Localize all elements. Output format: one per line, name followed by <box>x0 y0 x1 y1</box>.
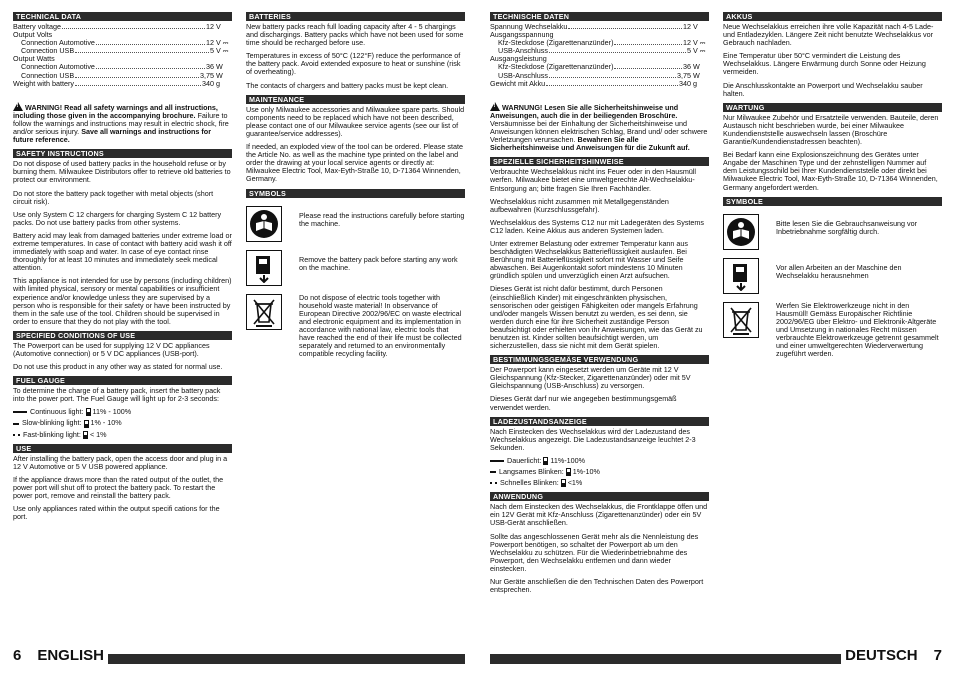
en-general-warning: !WARNING! Read all safety warnings and all instructions, including those given in the accompanying brochure. Failure to follow the warnings and instructions may result in electric shock, fire and/or serious injury. Save all warnings and instructions for future reference. <box>13 102 232 144</box>
page-language: ENGLISH <box>37 647 105 664</box>
en-maintenance-paragraph: If needed, an exploded view of the tool can be ordered. Please state the Article No. as well as the machine type printed on the label and order the drawing at your local service agents or directly at: Milwaukee Electric Tool, Max-Eyth-Straße 10, D-71364 Winnenden, Germany. <box>246 142 463 184</box>
warning-icon <box>13 102 23 111</box>
remove-battery-icon <box>246 250 282 286</box>
dc-symbol: V ⎓ <box>216 38 229 48</box>
de-symbols-heading: SYMBOLE <box>723 197 942 206</box>
continuous-light-icon <box>13 411 27 413</box>
battery-icon <box>83 431 88 439</box>
table-row: Ausgangsspannung <box>490 30 554 40</box>
en-technical-data-heading: TECHNICAL DATA <box>13 12 232 21</box>
read-manual-icon <box>246 206 282 242</box>
page-language: DEUTSCH <box>845 647 918 664</box>
de-maintenance-paragraph: Bei Bedarf kann eine Explosionszeichnung des Gerätes unter Angabe der Maschinen Type und der zehnstelligen Nummer auf dem Leistungsschild bei Ihrer Kundendienststelle oder direkt bei Milwaukee Electric Tool, Max-Eyth-Straße 10, D-71364 Winnenden, Germany angefordert werden. <box>723 150 938 192</box>
de-page-footer <box>490 647 942 665</box>
de-use-paragraph: Sollte das angeschlossenen Gerät mehr als die Nennleistung des Powerport benötigen, so schaltet der Powerport ab um den Wechselakku zu schützen. Für die Wiederinbetriebnahme des Powerport, den Wechselakku entfernen und dann wieder einstecken. <box>490 531 699 573</box>
table-row: Connection USB 5 V ⎓ <box>21 46 229 56</box>
fuel-gauge-row: Langsames Blinken: 1%-10% <box>490 468 709 476</box>
fuel-gauge-row: Fast-blinking light: < 1% <box>13 431 232 439</box>
table-row: USB-Anschluss 5 V ⎓ <box>498 46 706 56</box>
de-use-paragraph: Nur Geräte anschließen die den Technischen Daten des Powerport entsprechen. <box>490 576 704 595</box>
en-batteries-heading: BATTERIES <box>246 12 465 21</box>
page-number: 6 <box>13 647 22 664</box>
en-fuel-gauge-heading: FUEL GAUGE <box>13 376 232 385</box>
de-maintenance-paragraph: Nur Milwaukee Zubehör und Ersatzteile verwenden. Bauteile, deren Austausch nicht beschrieben wurde, bei einer Milwaukee Kundendienststelle auswechseln lassen (Broschüre Garantie/Kundendienstadressen beachten). <box>723 112 939 147</box>
en-symbols-heading: SYMBOLS <box>246 189 465 198</box>
symbol-row: Bitte lesen Sie die Gebrauchsanweisung vor Inbetriebnahme sorgfältig durch. <box>723 214 942 250</box>
de-fuel-gauge-heading: LADEZUSTANDSANZEIGE <box>490 417 709 426</box>
en-batteries-paragraph: The contacts of chargers and battery packs must be kept clean. <box>246 80 449 90</box>
de-technical-data-heading: TECHNISCHE DATEN <box>490 12 709 21</box>
de-maintenance-heading: WARTUNG <box>723 103 942 112</box>
table-row: Spannung Wechselakku 12 V <box>490 22 698 31</box>
fuel-gauge-row: Schnelles Blinken: <1% <box>490 479 709 487</box>
en-fuel-gauge-paragraph: To determine the charge of a battery pack, insert the battery pack into the power port. The Fuel Gauge will light up for 2-3 seconds: <box>13 386 221 404</box>
table-row: Gewicht mit Akku 340 g <box>490 78 697 88</box>
de-batteries-paragraph: Eine Temperatur über 50°C vermindert die Leistung des Wechselakkus. Längere Erwärmung durch Sonne oder Heizung vermeiden. <box>723 51 926 77</box>
en-safety-paragraph: Do not store the battery pack together with metal objects (short circuit risk). <box>13 188 214 206</box>
fuel-gauge-row: Continuous light: 11% - 100% <box>13 408 232 416</box>
de-conditions-paragraph: Dieses Gerät darf nur wie angegeben bestimmungsgemäß verwendet werden. <box>490 394 677 412</box>
en-use-paragraph: Use only appliances rated within the output specifi cations for the port. <box>13 504 220 522</box>
de-use-heading: ANWENDUNG <box>490 492 709 501</box>
en-batteries-paragraph: Temperatures in excess of 50°C (122°F) reduce the performance of the battery pack. Avoid extended exposure to heat or sunshine (risk of overheating). <box>246 51 461 77</box>
page-number: 7 <box>933 647 942 664</box>
crossed-bin-icon <box>723 302 759 338</box>
en-conditions-paragraph: The Powerport can be used for supplying 12 V DC appliances (Automotive connection) or 5 V DC appliances (USB-port). <box>13 340 210 358</box>
symbol-row: Remove the battery pack before starting any work on the machine. <box>246 250 465 286</box>
en-maintenance-heading: MAINTENANCE <box>246 95 465 104</box>
table-row: Output Volts <box>13 30 53 40</box>
table-row: Ausgangsleistung <box>490 54 547 64</box>
battery-icon <box>86 408 91 416</box>
table-row: Connection Automotive 12 V ⎓ <box>13 39 232 47</box>
en-safety-paragraph: This appliance is not intended for use by persons (including children) with limited physical, sensory or mental capabilities or insufficient experience and/or knowledge unless they are supervised by a person who is responsible for their safety or have been instructed by them in the safe use of the tool. Children should be supervised in order to ensure that they do not play with the tool. <box>13 276 232 326</box>
en-column-right <box>246 12 465 366</box>
de-general-warning: !WARNUNG! Lesen Sie alle Sicherheitshinweise und Anweisungen, auch die in der beiliegenden Broschüre. Versäumnisse bei der Einhaltung der Sicherheitshinweise und Anweisungen können elektrischen Schlag, Brand und/ oder schwere Verletzungen verursachen. Bewahren Sie alle Sicherheitshinweise und Anweisungen für die Zukunft auf. <box>490 102 709 153</box>
battery-icon <box>543 457 548 465</box>
symbol-row: Please read the instructions carefully before starting the machine. <box>246 206 465 242</box>
de-batteries-paragraph: Die Anschlusskontakte an Powerport und Wechselakku sauber halten. <box>723 80 923 98</box>
en-conditions-paragraph: Do not use this product in any other way as stated for normal use. <box>13 362 223 372</box>
footer-bar <box>108 654 465 664</box>
en-safety-heading: SAFETY INSTRUCTIONS <box>13 149 232 158</box>
crossed-bin-icon <box>246 294 282 330</box>
de-safety-paragraph: Verbrauchte Wechselakkus nicht ins Feuer oder in den Hausmüll werfen. Milwaukee bietet eine umweltgerechte Alt-Wechselakku-Entsorgung an; bitte fragen Sie Ihren Fachhändler. <box>490 167 697 193</box>
fuel-gauge-row: Slow-blinking light: 1% - 10% <box>13 419 232 427</box>
continuous-light-icon <box>490 460 504 462</box>
footer-bar <box>490 654 841 664</box>
de-safety-heading: SPEZIELLE SICHERHEITSHINWEISE <box>490 157 709 166</box>
de-batteries-paragraph: Neue Wechselakkus erreichen ihre volle Kapazität nach 4-5 Lade-und Entladezyklen. Längere Zeit nicht benutzte Wechselakkus vor Gebrauch nachladen. <box>723 22 934 48</box>
table-row: Battery voltage 12 V <box>13 22 221 31</box>
en-column-left <box>13 12 232 526</box>
en-use-paragraph: After installing the battery pack, open the access door and plug in a 12 V Automotive or 5 V USB powered appliance. <box>13 453 228 471</box>
de-safety-paragraph: Unter extremer Belastung oder extremer Temperatur kann aus beschädigten Wechselakkus Batterieflüssigkeit auslaufen. Bei Berührung mit Batterieflüssigkeit sofort mit Wasser und Seife abwaschen. Bei Augenkontakt sofort mindestens 10 Minuten gründlich spülen und unverzüglich einen Arzt aufsuchen. <box>490 238 689 281</box>
fast-blink-icon <box>13 434 15 436</box>
de-safety-paragraph: Dieses Gerät ist nicht dafür bestimmt, durch Personen (einschließlich Kinder) mit eingeschränkten physischen, sensorischen oder geistigen Fähigkeiten oder mangels Erfahrung und/oder mangels Wissen benutzt zu werden, es sei denn, sie werden durch eine für ihre Sicherheit zuständige Person beaufsichtigt oder erhielten von ihr Anweisungen, wie das Gerät zu benutzen ist. Kinder sollten beaufsichtigt werden, um sicherzustellen, dass sie nicht mit dem Gerät spielen. <box>490 284 703 351</box>
table-row: Weight with battery 340 g <box>13 78 220 88</box>
symbol-row: Do not dispose of electric tools together with household waste material! In observance of European Directive 2002/96/EC on waste electrical and electronic equipment and its implementation in accordance with national law, electric tools that have reached the end of their life must be collected separately and returned to an environmentally compatible recycling facility. <box>246 294 465 359</box>
de-column-right <box>723 12 942 366</box>
de-safety-paragraph: Wechselakkus des Systems C12 nur mit Ladegeräten des Systems C12 laden. Keine Akkus aus anderen Systemen laden. <box>490 217 704 235</box>
de-use-paragraph: Nach dem Einstecken des Wechselakkus, die Frontklappe öffen und ein 12V Gerät mit Kfz-Anschluss (Zigarettenanzünder) oder ein 5V USB-Gerät anschließen. <box>490 502 708 528</box>
en-safety-paragraph: Battery acid may leak from damaged batteries under extreme load or extreme temperatures. In case of contact with battery acid wash it off immediately with soap and water. In case of eye contact rinse thoroughly for at least 10 minutes and immediately seek medical attention. <box>13 230 232 273</box>
table-row: USB-Anschluss 3,75 W <box>498 70 700 80</box>
de-conditions-paragraph: Der Powerport kann eingesetzt werden um Geräte mit 12 V Gleichspannung (Kfz-Stecker, Zigarettenanzünder) oder mit 5V Gleichspannung (USB-Anschluss) zu versorgen. <box>490 365 691 391</box>
table-row: Output Watts <box>13 54 55 64</box>
en-technical-data-table <box>13 23 232 88</box>
symbol-row: Vor allen Arbeiten an der Maschine den Wechselakku herausnehmen <box>723 258 942 294</box>
battery-icon <box>84 420 89 428</box>
en-conditions-heading: SPECIFIED CONDITIONS OF USE <box>13 331 232 340</box>
battery-icon <box>561 479 566 487</box>
en-use-heading: USE <box>13 444 232 453</box>
battery-icon <box>566 468 571 476</box>
table-row: Kfz-Steckdose (Zigarettenanzünder) 12 V ⎓ <box>498 38 706 48</box>
de-safety-paragraph: Wechselakkus nicht zusammen mit Metallgegenständen aufbewahren (Kurzschlussgefahr). <box>490 196 669 214</box>
de-fuel-gauge-paragraph: Nach Einstecken des Wechselakkus wird der Ladezustand des Wechselakkus angezeigt. Die Ladezustandsanzeige leuchtet 2-3 Sekunden. <box>490 426 696 452</box>
en-use-paragraph: If the appliance draws more than the rated output of the outlet, the power port will shut off to protect the battery pack. To restart the power port, remove and reinstall the battery pack. <box>13 474 224 501</box>
fast-blink-icon <box>490 482 492 484</box>
read-manual-icon <box>723 214 759 250</box>
de-batteries-heading: AKKUS <box>723 12 942 21</box>
en-safety-paragraph: Do not dispose of used battery packs in the household refuse or by burning them. Milwaukee Distributors offer to retrieve old batteries to protect our environment. <box>13 159 231 185</box>
table-row: Kfz-Steckdose (Zigarettenanzünder) 36 W <box>498 62 700 72</box>
table-row: Connection USB 3,75 W <box>21 70 223 80</box>
remove-battery-icon <box>723 258 759 294</box>
slow-blink-icon <box>490 471 496 473</box>
en-page-footer <box>13 647 465 665</box>
en-safety-paragraph: Use only System C 12 chargers for charging System C 12 battery packs. Do not use battery packs from other systems. <box>13 209 222 227</box>
de-column-left <box>490 12 709 599</box>
de-technical-data-table <box>490 23 709 88</box>
slow-blink-icon <box>13 423 19 425</box>
fuel-gauge-row: Dauerlicht: 11%-100% <box>490 457 709 465</box>
symbol-row: Werfen Sie Elektrowerkzeuge nicht in den Hausmüll! Gemäss Europäischer Richtlinie 2002/96/EG über Elektro- und Elektronik-Altgeräte und Umsetzung in nationales Recht müssen verbrauchte Elektrowerkzeuge getrennt gesammelt und einer umweltgerechten Wiederverwertung zugeführt werden. <box>723 302 942 359</box>
de-conditions-heading: BESTIMMUNGSGEMÄSE VERWENDUNG <box>490 355 709 364</box>
en-batteries-paragraph: New battery packs reach full loading capacity after 4 - 5 chargings and dischargings. Battery packs which have not been used for some time should be recharged before use. <box>246 22 464 48</box>
warning-icon <box>490 102 500 111</box>
en-maintenance-paragraph: Use only Milwaukee accessories and Milwaukee spare parts. Should components need to be replaced which have not been described, please contact one of our Milwaukee service agents (see our list of guarantee/service addresses). <box>246 104 465 138</box>
table-row: Connection Automotive 36 W <box>21 62 223 72</box>
